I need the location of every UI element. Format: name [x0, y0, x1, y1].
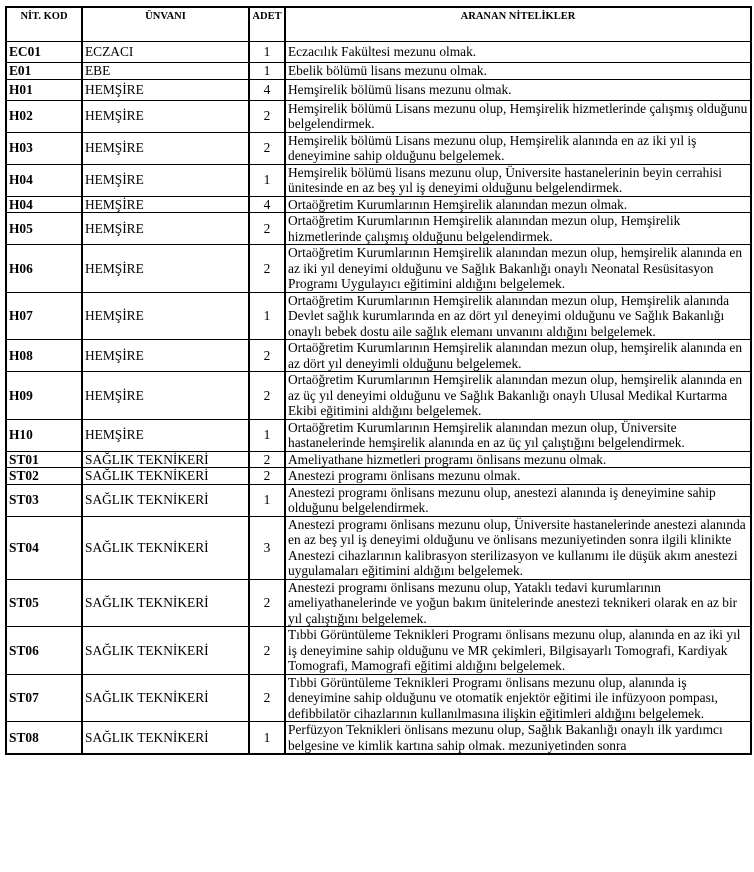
table-row	[6, 579, 751, 627]
table-row	[6, 42, 751, 63]
cell-unvan: SAĞLIK TEKNİKERİ	[82, 579, 249, 627]
cell-nitelik: Hemşirelik bölümü lisans mezunu olup, Üniversite hastanelerinin beyin cerrahisi ünitesinde en az beş yıl iş deneyimi olduğunu belgelendirmek.	[285, 164, 751, 196]
cell-kod: H10	[6, 419, 82, 451]
cell-unvan: HEMŞİRE	[82, 419, 249, 451]
cell-nitelik: Ortaöğretim Kurumlarının Hemşirelik alanından mezun olup, Hemşirelik alanında Devlet sağlık kurumlarında en az dört yıl deneyimi olduğunu ve Sağlık Bakanlığı onaylı bebek dostu aile sağlık elemanı unvanını aldığını belgelemek.	[285, 292, 751, 340]
cell-unvan: EBE	[82, 63, 249, 80]
cell-unvan: HEMŞİRE	[82, 100, 249, 132]
cell-kod: H04	[6, 196, 82, 213]
header-kod: NİT. KOD	[6, 7, 82, 42]
cell-kod: ST08	[6, 722, 82, 755]
cell-nitelik: Anestezi programı önlisans mezunu olmak.	[285, 468, 751, 485]
cell-adet: 2	[249, 451, 285, 468]
cell-kod: ST01	[6, 451, 82, 468]
cell-nitelik: Ameliyathane hizmetleri programı önlisans mezunu olmak.	[285, 451, 751, 468]
cell-adet: 2	[249, 674, 285, 722]
cell-kod: H09	[6, 372, 82, 420]
cell-nitelik: Eczacılık Fakültesi mezunu olmak.	[285, 42, 751, 63]
table-body	[6, 42, 751, 755]
cell-adet: 1	[249, 42, 285, 63]
cell-adet: 1	[249, 484, 285, 516]
table-row	[6, 674, 751, 722]
cell-kod: H01	[6, 79, 82, 100]
table-row	[6, 100, 751, 132]
cell-adet: 3	[249, 516, 285, 579]
cell-adet: 1	[249, 63, 285, 80]
header-unvan: ÜNVANI	[82, 7, 249, 42]
cell-kod: H06	[6, 245, 82, 293]
table-row	[6, 451, 751, 468]
cell-kod: ST05	[6, 579, 82, 627]
table-row	[6, 340, 751, 372]
cell-unvan: HEMŞİRE	[82, 292, 249, 340]
cell-adet: 4	[249, 196, 285, 213]
table-row	[6, 196, 751, 213]
cell-unvan: HEMŞİRE	[82, 196, 249, 213]
cell-nitelik: Anestezi programı önlisans mezunu olup, Yataklı tedavi kurumlarının ameliyathanelerinde ve yoğun bakım ünitelerinde anestezi teknikeri olarak en az bir yıl çalıştığını belgelemek.	[285, 579, 751, 627]
cell-nitelik: Ebelik bölümü lisans mezunu olmak.	[285, 63, 751, 80]
cell-nitelik: Hemşirelik bölümü Lisans mezunu olup, Hemşirelik alanında en az iki yıl iş deneyimine sahip olduğunu belgelemek.	[285, 132, 751, 164]
cell-nitelik: Anestezi programı önlisans mezunu olup, Üniversite hastanelerinde anestezi alanında en az beş yıl iş deneyimi olduğunu ve önlisans mezuniyetinden sonra ilgili klinikte Anestezi cihazlarının kalibrasyon sterilizasyon ve kullanımı ile düşük akım anestezi uygulamaları eğitimini aldığını belgelemek.	[285, 516, 751, 579]
cell-unvan: HEMŞİRE	[82, 372, 249, 420]
cell-unvan: SAĞLIK TEKNİKERİ	[82, 516, 249, 579]
cell-nitelik: Tıbbi Görüntüleme Teknikleri Programı önlisans mezunu olup, alanında iş deneyimine sahip olduğunu ve otomatik enjektör eğitimi ile infüzyoon pompası, defibbilatör cihazlarının kullanılmasına ilişkin eğitimleri aldığını belgelemek.	[285, 674, 751, 722]
cell-adet: 2	[249, 579, 285, 627]
cell-nitelik: Ortaöğretim Kurumlarının Hemşirelik alanından mezun olup, hemşirelik alanında en az üç yıl deneyimi olduğunu ve Sağlık Bakanlığı onaylı Ulusal Medikal Kurtarma Ekibi eğitimini aldığını belgelemek.	[285, 372, 751, 420]
table-row	[6, 79, 751, 100]
cell-kod: H05	[6, 213, 82, 245]
requirements-table	[5, 6, 752, 755]
cell-adet: 4	[249, 79, 285, 100]
table-row	[6, 213, 751, 245]
cell-unvan: SAĞLIK TEKNİKERİ	[82, 722, 249, 755]
cell-unvan: SAĞLIK TEKNİKERİ	[82, 627, 249, 675]
cell-nitelik: Tıbbi Görüntüleme Teknikleri Programı önlisans mezunu olup, alanında en az iki yıl iş deneyimine sahip olduğunu ve MR çekimleri, Bilgisayarlı Tomografi, Kardiyak Tomografi, Mamografi eğitimi aldığını belgelemek.	[285, 627, 751, 675]
cell-kod: E01	[6, 63, 82, 80]
cell-nitelik: Hemşirelik bölümü Lisans mezunu olup, Hemşirelik hizmetlerinde çalışmış olduğunu belgelendirmek.	[285, 100, 751, 132]
table-row	[6, 164, 751, 196]
cell-kod: ST03	[6, 484, 82, 516]
table-row	[6, 722, 751, 755]
cell-adet: 2	[249, 245, 285, 293]
cell-adet: 2	[249, 372, 285, 420]
cell-nitelik: Perfüzyon Teknikleri önlisans mezunu olup, Sağlık Bakanlığı onaylı ilk yardımcı belgesine ve kimlik kartına sahip olmak. mezuniyetinden sonra	[285, 722, 751, 755]
cell-unvan: HEMŞİRE	[82, 79, 249, 100]
cell-unvan: HEMŞİRE	[82, 132, 249, 164]
cell-kod: H08	[6, 340, 82, 372]
cell-adet: 2	[249, 340, 285, 372]
cell-unvan: HEMŞİRE	[82, 245, 249, 293]
cell-unvan: SAĞLIK TEKNİKERİ	[82, 484, 249, 516]
table-row	[6, 292, 751, 340]
cell-adet: 1	[249, 292, 285, 340]
cell-nitelik: Ortaöğretim Kurumlarının Hemşirelik alanından mezun olup, hemşirelik alanında en az dört yıl deneyimli olduğunu belgelemek.	[285, 340, 751, 372]
cell-kod: ST06	[6, 627, 82, 675]
cell-adet: 2	[249, 627, 285, 675]
cell-nitelik: Ortaöğretim Kurumlarının Hemşirelik alanından mezun olmak.	[285, 196, 751, 213]
cell-kod: H07	[6, 292, 82, 340]
cell-nitelik: Ortaöğretim Kurumlarının Hemşirelik alanından mezun olup, hemşirelik alanında en az iki yıl deneyimi olduğunu ve Sağlık Bakanlığı onaylı Neonatal Resüsitasyon Programı Uygulayıcı eğitimini aldığını belgelemek.	[285, 245, 751, 293]
table-row	[6, 245, 751, 293]
cell-kod: ST04	[6, 516, 82, 579]
cell-adet: 2	[249, 100, 285, 132]
header-row	[6, 7, 751, 42]
cell-adet: 2	[249, 132, 285, 164]
table-row	[6, 484, 751, 516]
cell-unvan: SAĞLIK TEKNİKERİ	[82, 451, 249, 468]
cell-unvan: HEMŞİRE	[82, 213, 249, 245]
cell-unvan: HEMŞİRE	[82, 340, 249, 372]
table-row	[6, 516, 751, 579]
table-row	[6, 627, 751, 675]
header-nitelik: ARANAN NİTELİKLER	[285, 7, 751, 42]
cell-kod: ST07	[6, 674, 82, 722]
table-row	[6, 63, 751, 80]
cell-kod: H02	[6, 100, 82, 132]
table-row	[6, 372, 751, 420]
header-adet: ADET	[249, 7, 285, 42]
cell-unvan: SAĞLIK TEKNİKERİ	[82, 674, 249, 722]
table-row	[6, 468, 751, 485]
cell-nitelik: Ortaöğretim Kurumlarının Hemşirelik alanından mezun olup, Hemşirelik hizmetlerinde çalışmış olduğunu belgelendirmek.	[285, 213, 751, 245]
cell-kod: H04	[6, 164, 82, 196]
cell-unvan: SAĞLIK TEKNİKERİ	[82, 468, 249, 485]
cell-kod: ST02	[6, 468, 82, 485]
table-row	[6, 419, 751, 451]
cell-adet: 2	[249, 468, 285, 485]
cell-nitelik: Anestezi programı önlisans mezunu olup, anestezi alanında iş deneyimine sahip olduğunu belgelendirmek.	[285, 484, 751, 516]
cell-kod: H03	[6, 132, 82, 164]
cell-adet: 2	[249, 213, 285, 245]
cell-unvan: HEMŞİRE	[82, 164, 249, 196]
table-row	[6, 132, 751, 164]
cell-kod: EC01	[6, 42, 82, 63]
cell-unvan: ECZACI	[82, 42, 249, 63]
cell-adet: 1	[249, 419, 285, 451]
cell-nitelik: Ortaöğretim Kurumlarının Hemşirelik alanından mezun olup, Üniversite hastanelerinde hemşirelik alanında en az üç yıl çalıştığını belgelendirmek.	[285, 419, 751, 451]
cell-nitelik: Hemşirelik bölümü lisans mezunu olmak.	[285, 79, 751, 100]
cell-adet: 1	[249, 722, 285, 755]
cell-adet: 1	[249, 164, 285, 196]
